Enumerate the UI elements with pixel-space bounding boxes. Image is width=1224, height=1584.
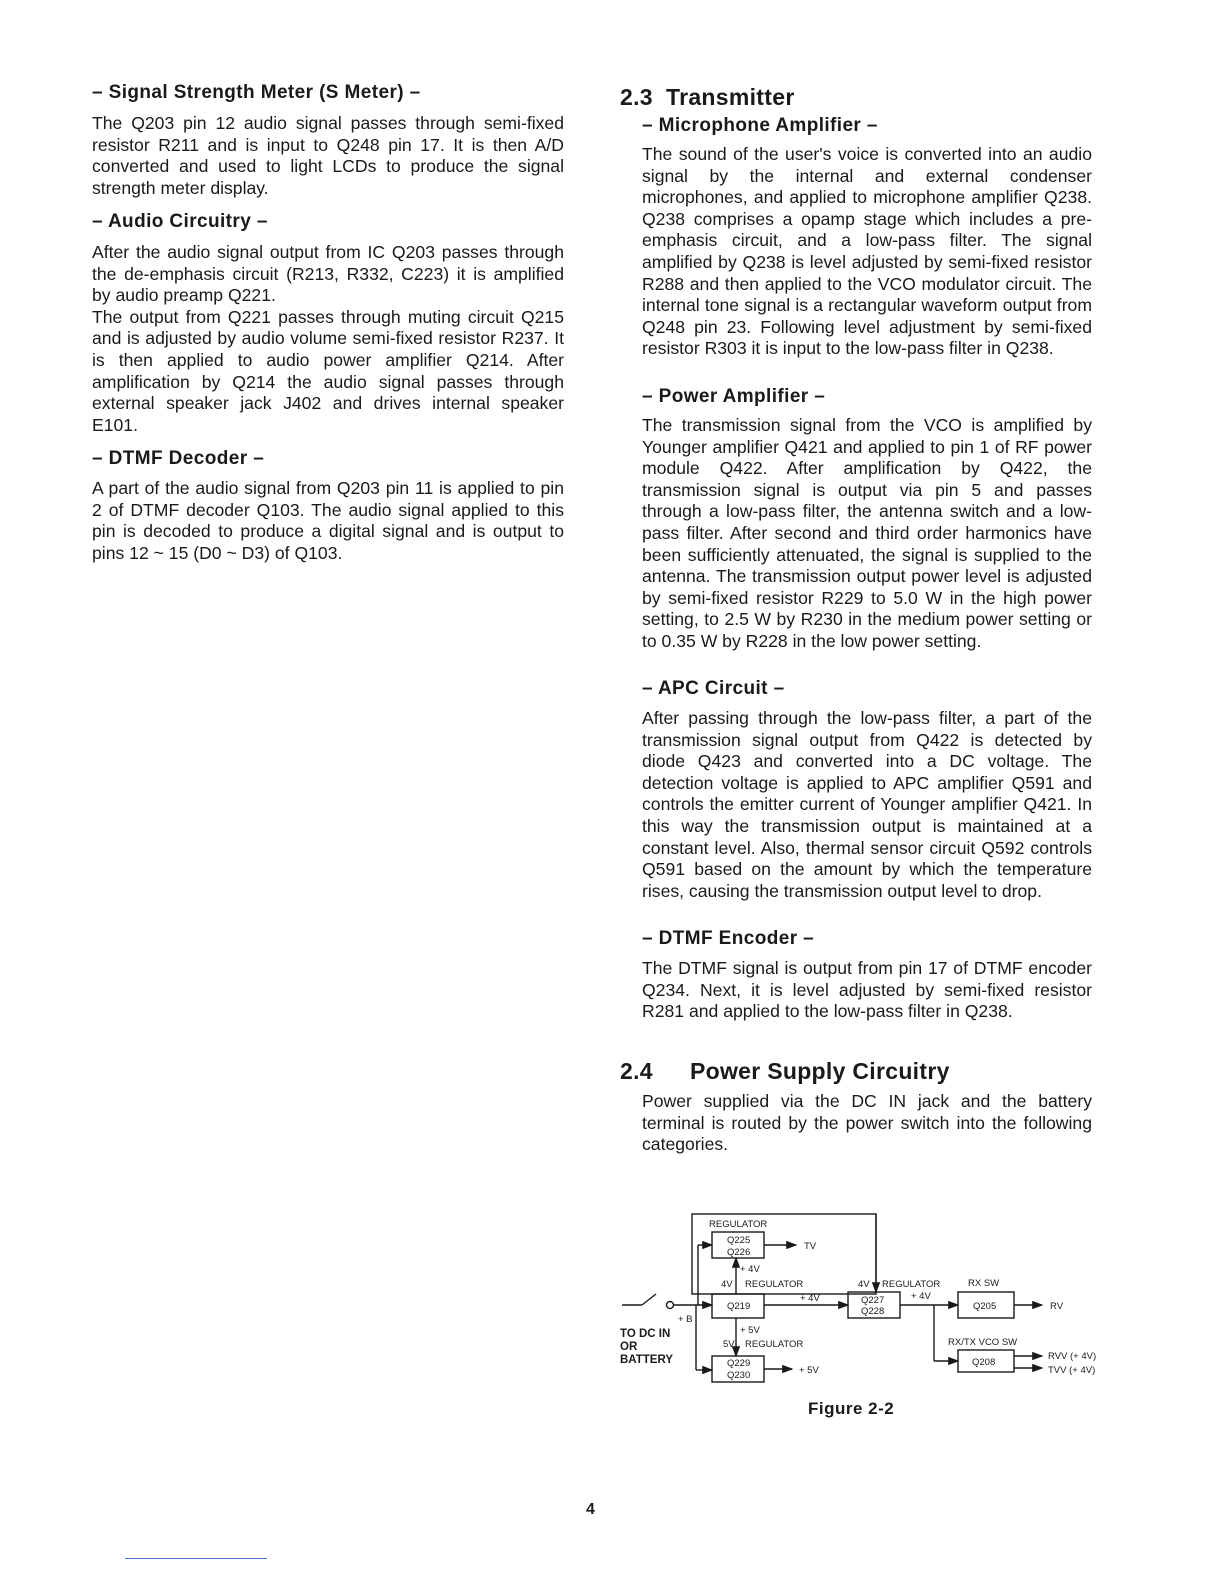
s-meter-body: The Q203 pin 12 audio signal passes through semi-fixed resistor R211 and is input to Q248 pin 17. It is then A/D converted and used to light LCDs to produce the signal strength meter display.	[92, 113, 564, 198]
transmitter-heading	[620, 84, 1092, 111]
q219-label: Q219	[727, 1301, 751, 1312]
power-amp-heading: – Power Amplifier –	[642, 386, 826, 407]
reg1-q2: Q226	[727, 1247, 751, 1258]
plus4v-b: + 4V	[800, 1293, 820, 1304]
mic-amp-body: The sound of the user's voice is converted into an audio signal by the internal and external condenser microphones, and applied to microphone amplifier Q238. Q238 comprises a opamp stage which includes a pre-emphasis circuit, and a low-pass filter. The signal amplified by Q238 is level adjusted by semi-fixed resistor R288 and then applied to the VCO modulator circuit. The internal tone signal is a rectangular waveform output from Q248 pin 23. Following level adjustment by semi-fixed resistor R303 it is input to the low-pass filter in Q238.	[642, 144, 1092, 359]
tv-label: TV	[804, 1241, 817, 1252]
reg2-title: REGULATOR	[745, 1279, 804, 1290]
section-number: 2.4	[620, 1058, 653, 1084]
section-title: Power Supply Circuitry	[690, 1058, 950, 1084]
plus-b-label: + B	[678, 1314, 693, 1325]
reg4-q1: Q229	[727, 1358, 751, 1369]
page-number: 4	[586, 1501, 595, 1518]
5v-label: 5V	[723, 1339, 735, 1350]
rvv-label: RVV (+ 4V)	[1048, 1351, 1097, 1362]
mic-amp-heading: – Microphone Amplifier –	[642, 115, 878, 136]
rxtx-sw-label: RX/TX VCO SW	[948, 1337, 1018, 1348]
dtmf-encoder-body: The DTMF signal is output from pin 17 of DTMF encoder Q234. Next, it is level adjusted by semi-fixed resistor R281 and applied to the low-pass filter in Q238.	[642, 958, 1092, 1022]
power-supply-block-diagram	[618, 1210, 1118, 1390]
q205-label: Q205	[973, 1301, 997, 1312]
power-supply-heading	[620, 1058, 1092, 1085]
figure-caption: Figure 2-2	[808, 1399, 895, 1418]
s-meter-section	[92, 82, 564, 104]
section-number: 2.3	[620, 84, 653, 110]
power-amp-body: The transmission signal from the VCO is amplified by Younger amplifier Q421 and applied to pin 1 of RF power module Q422. After amplification by Q422, the transmission signal is output via pin 5 and passes through a low-pass filter, the antenna switch and a low-pass filter. After second and third order harmonics have been sufficiently attenuated, the signal is supplied to the antenna. The transmission output power level is adjusted by semi-fixed resistor R229 to 5.0 W in the high power setting, to 2.5 W by R230 in the medium power setting or to 0.35 W by R228 in the low power setting.	[642, 415, 1092, 651]
apc-body: After passing through the low-pass filter, a part of the transmission signal output from Q422 is detected by diode Q423 and converted into a DC voltage. The detection voltage is applied to APC amplifier Q591 and controls the emitter current of Younger amplifier Q421. In this way the transmission output is maintained at a constant level. Also, thermal sensor circuit Q592 controls Q591 based on the amount by which the temperature rises, causing the transmission output level to drop.	[642, 708, 1092, 901]
4v-a: 4V	[721, 1279, 733, 1290]
power-supply-body: Power supplied via the DC IN jack and the battery terminal is routed by the power switch into the following categories.	[642, 1091, 1092, 1155]
dtmf-decoder-body: A part of the audio signal from Q203 pin 11 is applied to pin 2 of DTMF decoder Q103. The audio signal applied to this pin is decoded to produce a digital signal and is output to pins 12 ~ 15 (D0 ~ D3) of Q103.	[92, 478, 564, 563]
s-meter-heading: – Signal Strength Meter (S Meter) –	[92, 82, 421, 103]
reg3-q2: Q228	[861, 1306, 885, 1317]
or-label: OR	[620, 1341, 638, 1353]
battery-label: BATTERY	[620, 1354, 674, 1366]
reg4-title: REGULATOR	[745, 1339, 804, 1350]
rv-label: RV	[1050, 1301, 1064, 1312]
q208-label: Q208	[972, 1357, 996, 1368]
to-dc-in-label: TO DC IN	[620, 1328, 671, 1340]
reg4-q2: Q230	[727, 1370, 751, 1381]
dtmf-decoder-heading: – DTMF Decoder –	[92, 448, 265, 469]
plus4v-c: + 4V	[911, 1291, 931, 1302]
reg1-title: REGULATOR	[709, 1219, 768, 1230]
dtmf-decoder-section	[92, 448, 564, 470]
section-title: Transmitter	[666, 84, 795, 110]
audio-heading: – Audio Circuitry –	[92, 211, 268, 232]
apc-heading: – APC Circuit –	[642, 678, 785, 699]
audio-section	[92, 211, 564, 233]
rx-sw-label: RX SW	[968, 1278, 1000, 1289]
reg3-title: REGULATOR	[882, 1279, 941, 1290]
reg1-q1: Q225	[727, 1235, 751, 1246]
audio-body-2: The output from Q221 passes through muting circuit Q215 and is adjusted by audio volume semi-fixed resistor R237. It is then applied to audio power amplifier Q214. After amplification by Q214 the audio signal passes through external speaker jack J402 and drives internal speaker E101.	[92, 306, 564, 435]
plus4v-a: + 4V	[740, 1264, 760, 1275]
tvv-label: TVV (+ 4V)	[1048, 1365, 1096, 1376]
dtmf-encoder-heading: – DTMF Encoder –	[642, 928, 815, 949]
audio-body-1: After the audio signal output from IC Q203 passes through the de-emphasis circuit (R213, R332, C223) it is amplified by audio preamp Q221.	[92, 242, 564, 306]
4v-b: 4V	[858, 1279, 870, 1290]
footer-rule	[125, 1558, 267, 1559]
plus5v-a: + 5V	[740, 1325, 760, 1336]
reg3-q1: Q227	[861, 1295, 885, 1306]
plus5v-b: + 5V	[799, 1365, 819, 1376]
